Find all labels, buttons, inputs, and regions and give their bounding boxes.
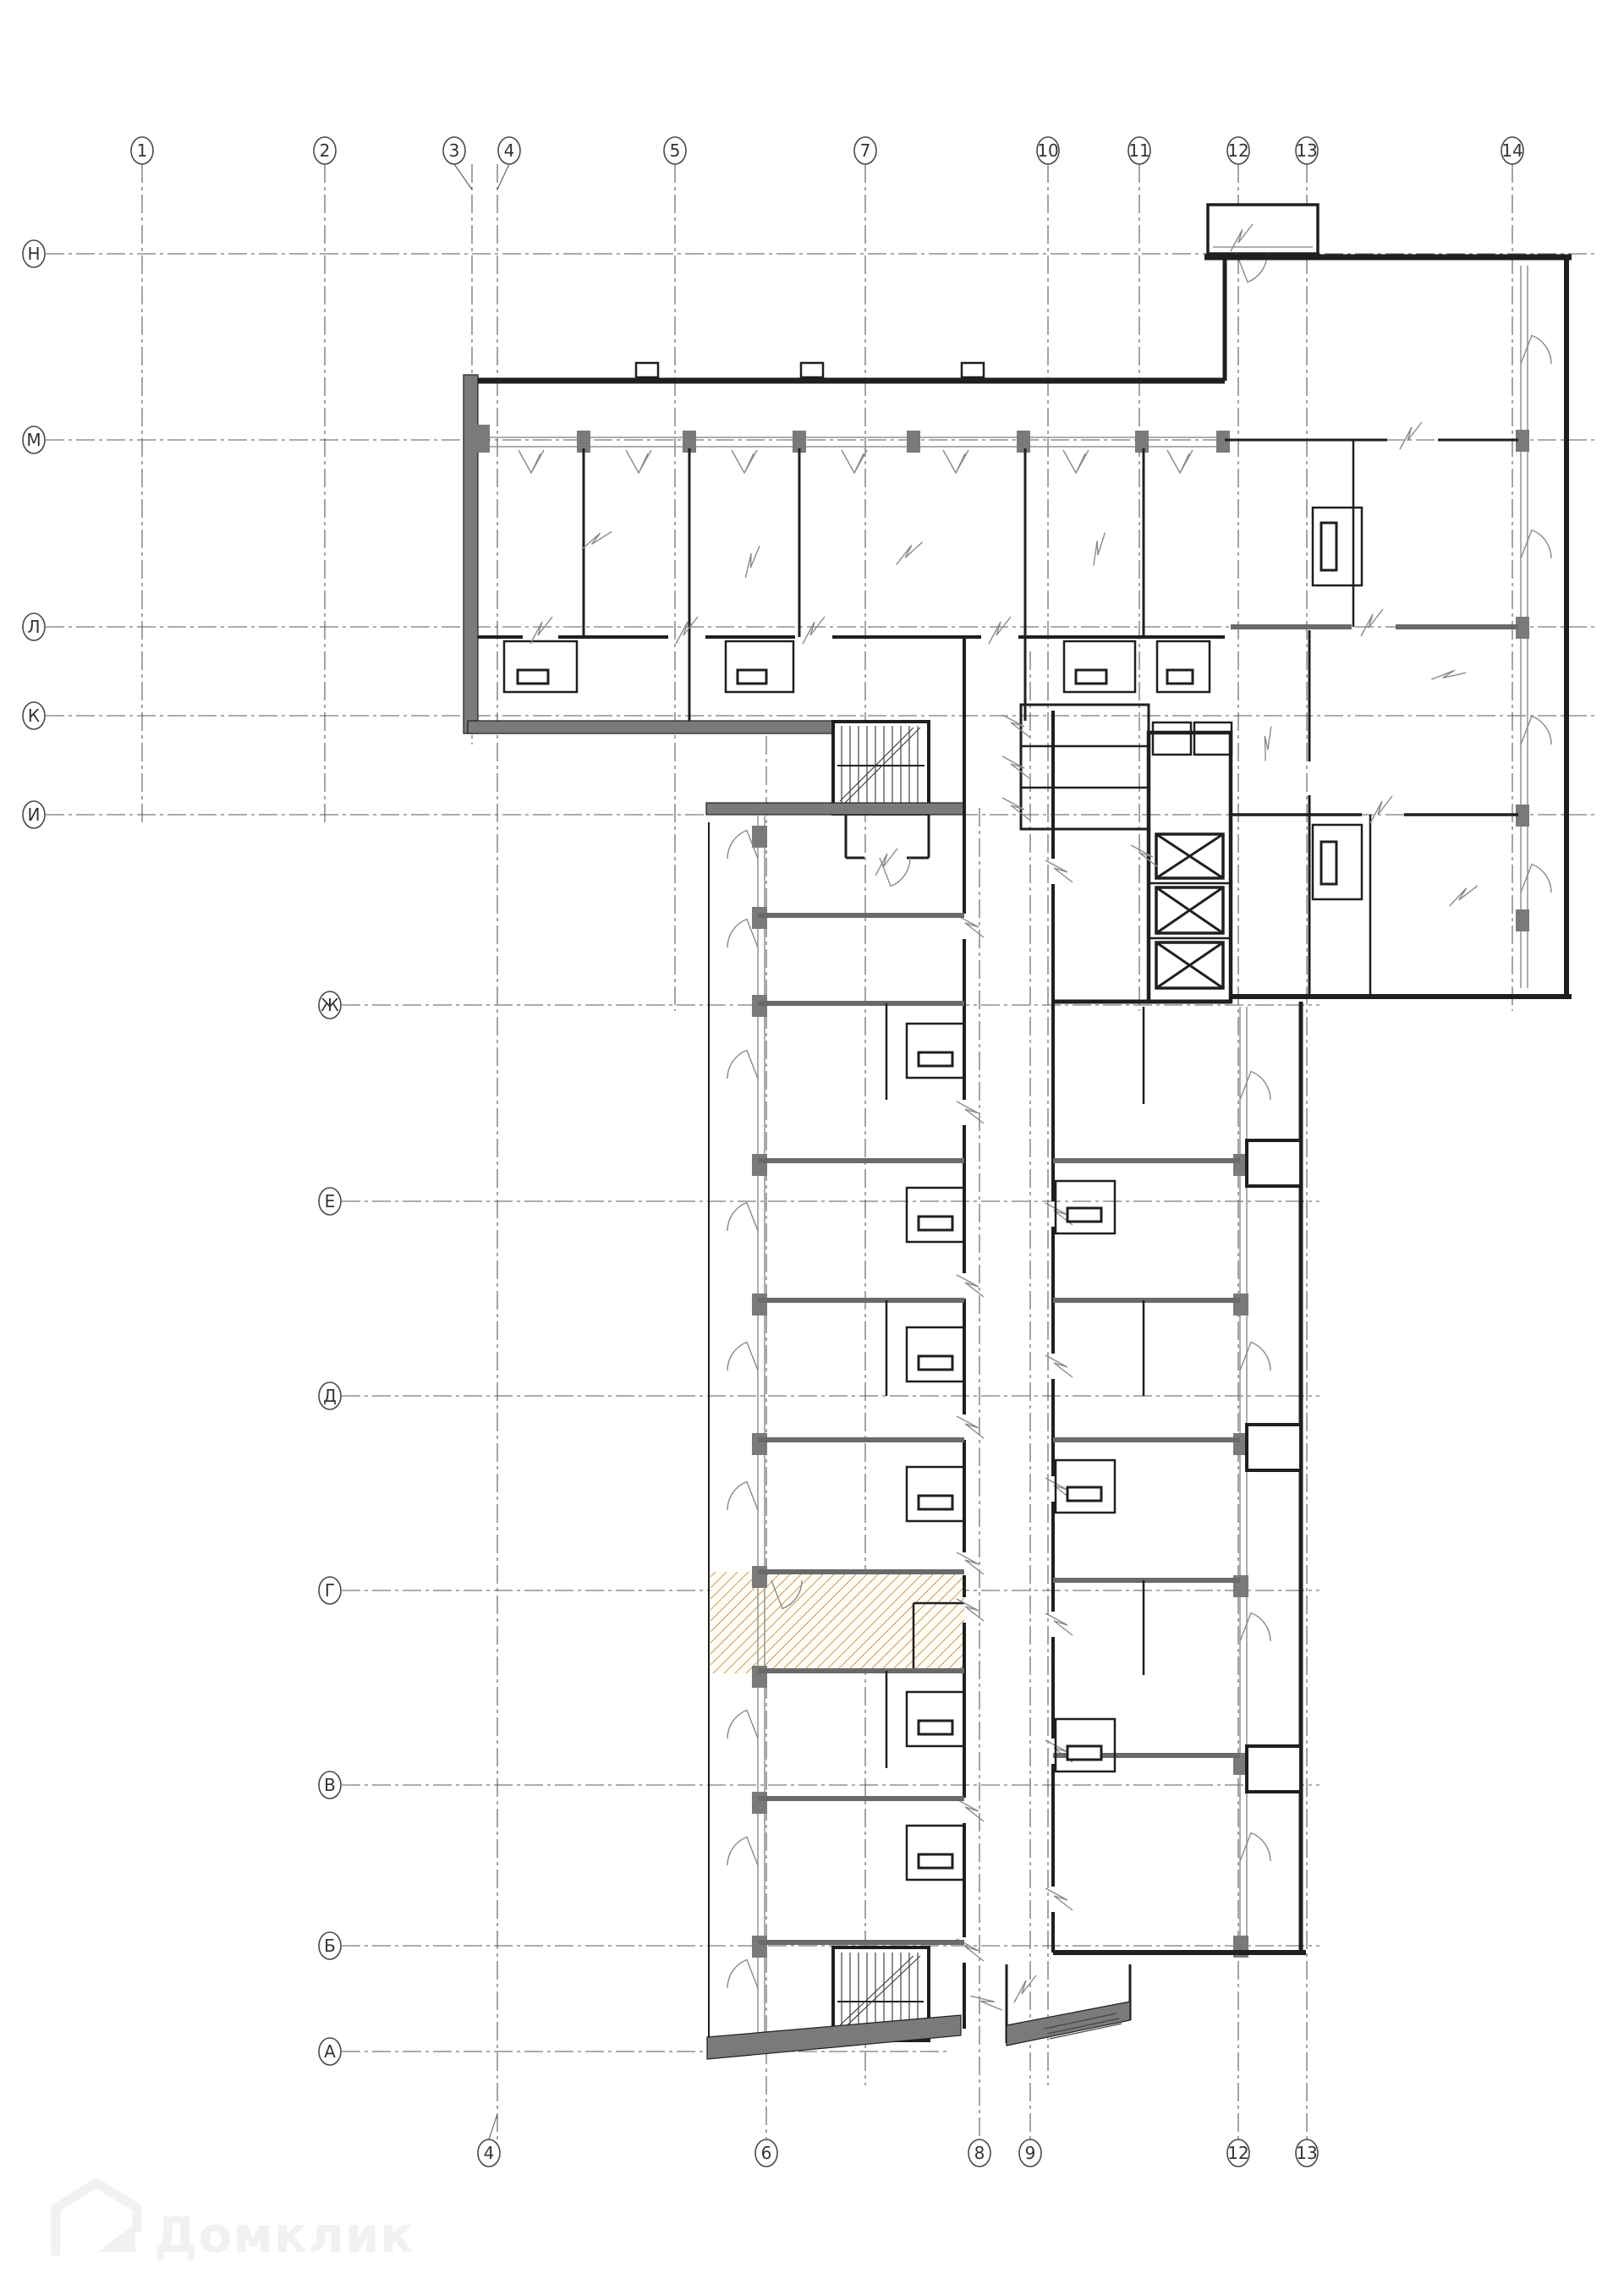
- grid-bubble-row-Ж: [319, 991, 341, 1019]
- door-icon: [1370, 796, 1392, 823]
- door-icon: [1045, 1613, 1073, 1635]
- door-swing-icon: [727, 1051, 758, 1079]
- door-icon: [582, 525, 612, 558]
- svg-text:К: К: [27, 706, 41, 726]
- svg-text:Г: Г: [324, 1580, 336, 1601]
- grid-bubble-bottom-8: [968, 2139, 990, 2167]
- grid-bubble-top-7: [854, 137, 876, 164]
- svg-text:А: А: [324, 2041, 336, 2062]
- door-swing-icon: [727, 1203, 758, 1232]
- door-icon: [1045, 860, 1073, 882]
- grid-bubble-row-Л: [23, 613, 45, 640]
- door-icon: [1431, 659, 1465, 694]
- door-swing-icon: [1240, 1833, 1270, 1862]
- door-icon: [1002, 798, 1029, 820]
- svg-text:12: 12: [1227, 2143, 1249, 2163]
- exterior-wall: [468, 721, 837, 733]
- svg-text:8: 8: [974, 2143, 985, 2163]
- svg-text:13: 13: [1296, 140, 1318, 161]
- door-swing-icon: [727, 1482, 758, 1511]
- upper-right-block: [1204, 205, 1572, 997]
- grid-bubble-top-3: [443, 137, 465, 164]
- svg-text:Е: Е: [324, 1191, 336, 1211]
- door-swing-icon: [1240, 1343, 1270, 1371]
- door-icon: [1084, 533, 1114, 566]
- grid-bubble-top-14: [1501, 137, 1523, 164]
- door-swing-icon: [1521, 865, 1551, 893]
- svg-text:2: 2: [319, 140, 331, 161]
- central-corridor: [706, 637, 1232, 2029]
- grid-bubble-row-К: [23, 702, 45, 729]
- grid-bubble-bottom-4: [478, 2139, 500, 2167]
- grid-bubble-row-Д: [319, 1382, 341, 1409]
- door-icon: [738, 546, 766, 578]
- svg-text:Ж: Ж: [321, 995, 339, 1015]
- highlighted-apartment[interactable]: [710, 1572, 964, 1673]
- door-icon: [1361, 609, 1383, 636]
- elevator-shaft-icon: [1156, 942, 1223, 988]
- door-icon: [875, 849, 897, 876]
- door-icon: [676, 617, 698, 644]
- door-swing-icon: [1521, 530, 1551, 559]
- upper-left-wing: [464, 363, 1230, 733]
- exterior-wall: [706, 803, 964, 815]
- bay-window: [1247, 1425, 1301, 1470]
- door-swing-icon: [1521, 717, 1551, 745]
- door-icon: [1400, 422, 1422, 449]
- svg-text:Н: Н: [27, 244, 41, 264]
- door-icon: [897, 538, 923, 569]
- grid-bubble-bottom-13: [1296, 2139, 1318, 2167]
- grid-bubble-row-Г: [319, 1577, 341, 1604]
- svg-text:5: 5: [669, 140, 681, 161]
- grid-bubble-bottom-12: [1227, 2139, 1249, 2167]
- svg-text:1: 1: [136, 140, 148, 161]
- svg-text:14: 14: [1501, 140, 1523, 161]
- pilaster: [801, 363, 823, 377]
- entrance-door-icon: [970, 1989, 1002, 2017]
- svg-text:7: 7: [859, 140, 871, 161]
- grid-bubble-row-Б: [319, 1932, 341, 1959]
- door-swing-icon: [1240, 1613, 1270, 1642]
- grid-bubble-top-1: [131, 137, 153, 164]
- balcony-door-icon: [626, 450, 651, 473]
- door-icon: [957, 915, 984, 937]
- grid-bubble-top-2: [314, 137, 336, 164]
- door-icon: [1252, 727, 1285, 761]
- svg-text:9: 9: [1024, 2143, 1036, 2163]
- grid-bubble-row-Н: [23, 240, 45, 267]
- svg-text:4: 4: [483, 2143, 495, 2163]
- door-swing-icon: [727, 1711, 758, 1739]
- balcony-door-icon: [518, 450, 544, 473]
- door-icon: [803, 617, 825, 644]
- grid-bubble-top-13: [1296, 137, 1318, 164]
- svg-text:М: М: [26, 430, 41, 450]
- door-icon: [1014, 1975, 1036, 2002]
- bay-window: [1247, 1746, 1301, 1792]
- balcony-door-icon: [842, 450, 867, 473]
- svg-text:Л: Л: [27, 617, 41, 637]
- grid-bubble-bottom-6: [755, 2139, 777, 2167]
- svg-text:Д: Д: [323, 1386, 337, 1406]
- grid-bubble-top-4: [498, 137, 520, 164]
- door-icon: [989, 617, 1011, 644]
- pilaster: [962, 363, 984, 377]
- svg-text:6: 6: [760, 2143, 772, 2163]
- watermark: [56, 2183, 414, 2264]
- door-swing-icon: [727, 1837, 758, 1866]
- door-swing-icon: [727, 1960, 758, 1989]
- pilaster: [636, 363, 658, 377]
- door-icon: [957, 1799, 984, 1821]
- watermark-text: Домклик: [154, 2206, 414, 2264]
- door-icon: [1002, 756, 1029, 778]
- door-swing-icon: [1240, 1072, 1270, 1101]
- balcony-door-icon: [732, 450, 757, 473]
- balcony-door-icon: [1167, 450, 1193, 473]
- bay-window: [1247, 1140, 1301, 1186]
- door-icon: [1045, 1355, 1073, 1377]
- svg-text:4: 4: [503, 140, 515, 161]
- door-swing-icon: [1521, 336, 1551, 365]
- grid-bubble-top-11: [1128, 137, 1150, 164]
- door-icon: [1450, 880, 1478, 912]
- domclick-logo-icon: [98, 2223, 135, 2252]
- grid-bubble-row-Е: [319, 1188, 341, 1215]
- svg-text:И: И: [27, 805, 41, 825]
- balcony-door-icon: [943, 450, 968, 473]
- grid-bubble-top-5: [664, 137, 686, 164]
- wing-left-column: [709, 815, 964, 2041]
- wing-right-column: [1053, 1002, 1306, 1958]
- svg-text:В: В: [324, 1775, 336, 1795]
- door-icon: [1131, 845, 1158, 867]
- svg-text:3: 3: [448, 140, 460, 161]
- elevator-block: [1131, 733, 1231, 1002]
- elevator-shaft-icon: [1156, 834, 1223, 878]
- grid-bubble-row-И: [23, 801, 45, 828]
- grid-bubble-row-М: [23, 426, 45, 453]
- grid-bubble-row-В: [319, 1771, 341, 1799]
- door-icon: [1045, 1888, 1073, 1910]
- svg-text:10: 10: [1037, 140, 1059, 161]
- svg-text:11: 11: [1128, 140, 1150, 161]
- elevator-shaft-icon: [1156, 887, 1223, 933]
- grid-bubble-top-12: [1227, 137, 1249, 164]
- structural-grid: [23, 137, 1599, 2167]
- grid-bubble-bottom-9: [1019, 2139, 1041, 2167]
- svg-text:Б: Б: [324, 1936, 336, 1956]
- balcony-door-icon: [1063, 450, 1089, 473]
- grid-bubble-row-А: [319, 2038, 341, 2065]
- grid-bubble-top-10: [1037, 137, 1059, 164]
- door-icon: [530, 617, 552, 644]
- door-swing-icon: [727, 1343, 758, 1371]
- svg-text:12: 12: [1227, 140, 1249, 161]
- svg-text:13: 13: [1296, 2143, 1318, 2163]
